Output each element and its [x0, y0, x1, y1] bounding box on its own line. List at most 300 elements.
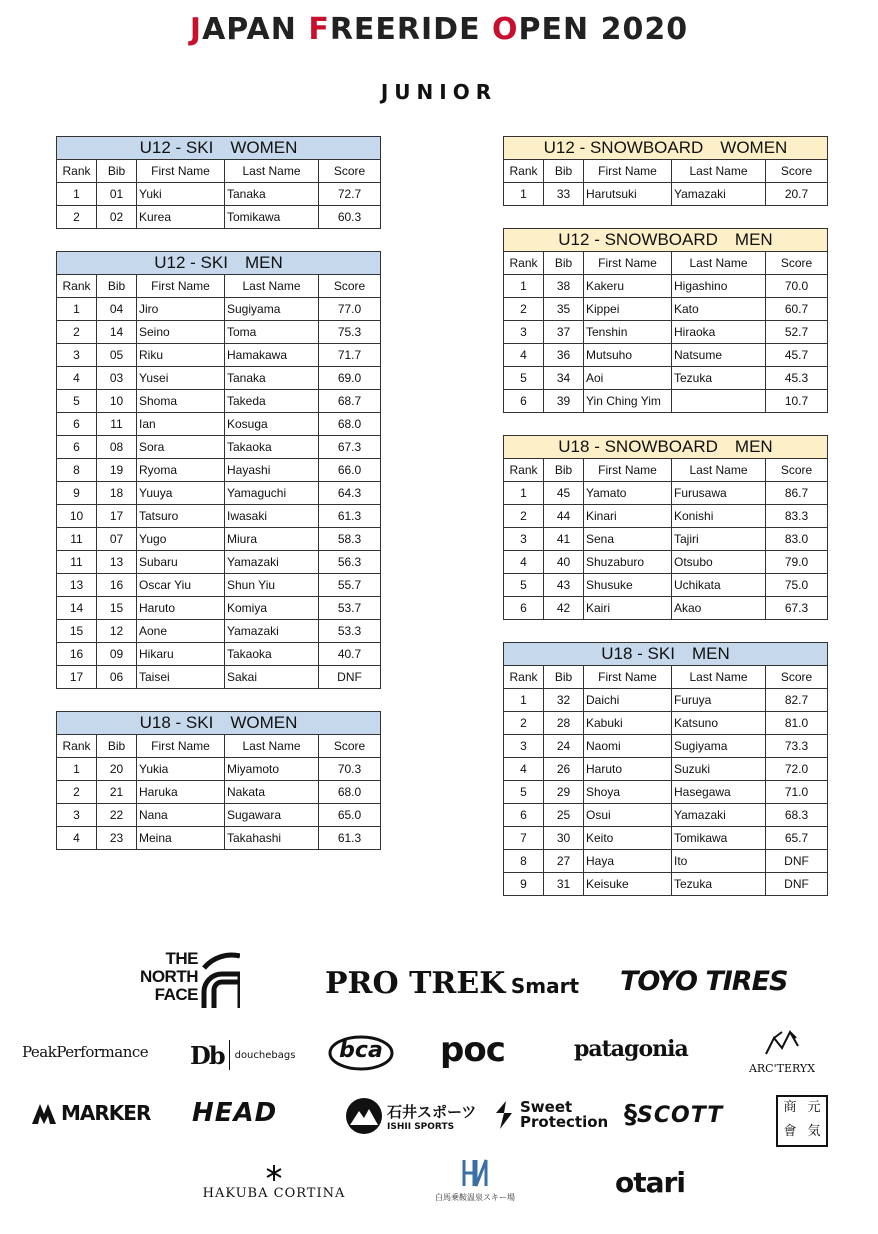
score-cell: 72.7: [319, 183, 381, 206]
douchebags-logo: Db douchebags: [190, 1040, 296, 1070]
score-cell: 55.7: [319, 574, 381, 597]
marker-logo: MARKER: [30, 1100, 150, 1126]
first-name-cell: Yusei: [137, 367, 225, 390]
last-name-cell: Takaoka: [225, 436, 319, 459]
table-row: [57, 459, 381, 482]
bib-cell: 35: [544, 298, 584, 321]
toyo-tires-logo: TOYO TIRES: [620, 966, 788, 997]
last-name-cell: Hiraoka: [672, 321, 766, 344]
rank-cell: 6: [57, 436, 97, 459]
last-name-cell: Hayashi: [225, 459, 319, 482]
last-name-cell: Hasegawa: [672, 781, 766, 804]
table-u18-snowboard-men: [503, 435, 828, 620]
rank-cell: 17: [57, 666, 97, 689]
last-name-cell: Miura: [225, 528, 319, 551]
score-cell: 68.3: [766, 804, 828, 827]
first-name-cell: Yuuya: [137, 482, 225, 505]
hn-mark-icon: [460, 1158, 490, 1188]
rank-cell: 11: [57, 551, 97, 574]
table-row: [57, 643, 381, 666]
score-cell: DNF: [319, 666, 381, 689]
rank-cell: 11: [57, 528, 97, 551]
last-name-cell: Tomikawa: [672, 827, 766, 850]
bib-cell: 33: [544, 183, 584, 206]
first-name-cell: Kabuki: [584, 712, 672, 735]
rank-cell: 4: [504, 758, 544, 781]
table-row: [504, 758, 828, 781]
score-cell: 58.3: [319, 528, 381, 551]
first-name-cell: Keito: [584, 827, 672, 850]
score-cell: 61.3: [319, 827, 381, 850]
pro-trek-logo: PRO TREK Smart: [325, 966, 580, 1001]
score-cell: 77.0: [319, 298, 381, 321]
rank-cell: 8: [504, 850, 544, 873]
sweet-protection-icon: [492, 1099, 516, 1131]
score-cell: 81.0: [766, 712, 828, 735]
rank-cell: 9: [504, 873, 544, 896]
first-name-cell: Aoi: [584, 367, 672, 390]
first-name-cell: Yin Ching Yim: [584, 390, 672, 413]
header-row: [504, 252, 828, 275]
table-row: [57, 666, 381, 689]
first-name-cell: Yuki: [137, 183, 225, 206]
last-name-cell: Higashino: [672, 275, 766, 298]
last-name-cell: Tomikawa: [225, 206, 319, 229]
column-header-last-name: Last Name: [225, 735, 319, 758]
first-name-cell: Jiro: [137, 298, 225, 321]
column-header-last-name: Last Name: [225, 275, 319, 298]
bib-cell: 13: [97, 551, 137, 574]
bib-cell: 45: [544, 482, 584, 505]
column-header-last-name: Last Name: [672, 459, 766, 482]
header-row: [504, 160, 828, 183]
table-row: [504, 367, 828, 390]
table-row: [57, 781, 381, 804]
last-name-cell: Sugiyama: [225, 298, 319, 321]
bib-cell: 26: [544, 758, 584, 781]
first-name-cell: Kinari: [584, 505, 672, 528]
table-row: [504, 597, 828, 620]
last-name-cell: Yamazaki: [225, 620, 319, 643]
last-name-cell: Kato: [672, 298, 766, 321]
table-row: [57, 482, 381, 505]
header-row: [57, 735, 381, 758]
ishii-sports-logo: 石井スポーツ ISHII SPORTS: [345, 1097, 476, 1135]
last-name-cell: Kosuga: [225, 413, 319, 436]
last-name-cell: Akao: [672, 597, 766, 620]
first-name-cell: Kakeru: [584, 275, 672, 298]
last-name-cell: Shun Yiu: [225, 574, 319, 597]
last-name-cell: Uchikata: [672, 574, 766, 597]
table-row: [504, 781, 828, 804]
first-name-cell: Aone: [137, 620, 225, 643]
rank-cell: 6: [504, 597, 544, 620]
bib-cell: 04: [97, 298, 137, 321]
first-name-cell: Mutsuho: [584, 344, 672, 367]
bib-cell: 21: [97, 781, 137, 804]
otari-logo: otari: [615, 1166, 685, 1199]
first-name-cell: Kurea: [137, 206, 225, 229]
shogen-logo: 商 元 會 気: [776, 1095, 828, 1147]
rank-cell: 6: [504, 804, 544, 827]
last-name-cell: Tanaka: [225, 367, 319, 390]
table-u12-snowboard-men: [503, 228, 828, 413]
table-row: [57, 344, 381, 367]
column-header-rank: Rank: [57, 735, 97, 758]
rank-cell: 1: [57, 758, 97, 781]
column-header-score: Score: [319, 735, 381, 758]
table-row: [57, 505, 381, 528]
header-row: [504, 459, 828, 482]
score-cell: 60.3: [319, 206, 381, 229]
table-row: [504, 827, 828, 850]
bib-cell: 23: [97, 827, 137, 850]
last-name-cell: Sugiyama: [672, 735, 766, 758]
rank-cell: 5: [57, 390, 97, 413]
last-name-cell: Nakata: [225, 781, 319, 804]
bib-cell: 18: [97, 482, 137, 505]
table-title: U18 - SNOWBOARD MEN: [503, 435, 828, 458]
last-name-cell: Yamazaki: [672, 804, 766, 827]
column-header-first-name: First Name: [137, 160, 225, 183]
table-row: [57, 758, 381, 781]
bib-cell: 27: [544, 850, 584, 873]
last-name-cell: Miyamoto: [225, 758, 319, 781]
score-cell: 40.7: [319, 643, 381, 666]
score-cell: 52.7: [766, 321, 828, 344]
column-header-rank: Rank: [504, 666, 544, 689]
rank-cell: 2: [504, 298, 544, 321]
first-name-cell: Yugo: [137, 528, 225, 551]
table-row: [57, 183, 381, 206]
score-cell: 70.0: [766, 275, 828, 298]
hakuba-norikura-logo: 白馬乗鞍温泉スキー場: [425, 1158, 525, 1203]
rank-cell: 1: [504, 183, 544, 206]
rank-cell: 2: [57, 781, 97, 804]
bib-cell: 29: [544, 781, 584, 804]
bib-cell: 16: [97, 574, 137, 597]
table-row: [57, 597, 381, 620]
table-title: U12 - SNOWBOARD WOMEN: [503, 136, 828, 159]
last-name-cell: Ito: [672, 850, 766, 873]
column-header-first-name: First Name: [137, 275, 225, 298]
bib-cell: 02: [97, 206, 137, 229]
last-name-cell: Yamazaki: [672, 183, 766, 206]
first-name-cell: Daichi: [584, 689, 672, 712]
last-name-cell: Tezuka: [672, 367, 766, 390]
score-cell: 65.0: [319, 804, 381, 827]
first-name-cell: Yukia: [137, 758, 225, 781]
last-name-cell: Otsubo: [672, 551, 766, 574]
table-row: [504, 689, 828, 712]
first-name-cell: Taisei: [137, 666, 225, 689]
table-title: U12 - SKI WOMEN: [56, 136, 381, 159]
last-name-cell: Sakai: [225, 666, 319, 689]
poc-logo: poc: [440, 1030, 505, 1070]
table-row: [504, 344, 828, 367]
score-cell: 67.3: [766, 597, 828, 620]
last-name-cell: Suzuki: [672, 758, 766, 781]
table-u12-ski-women: [56, 136, 381, 229]
bib-cell: 39: [544, 390, 584, 413]
bib-cell: 31: [544, 873, 584, 896]
first-name-cell: Haruka: [137, 781, 225, 804]
bib-cell: 30: [544, 827, 584, 850]
score-cell: DNF: [766, 873, 828, 896]
first-name-cell: Tatsuro: [137, 505, 225, 528]
column-header-last-name: Last Name: [672, 252, 766, 275]
rank-cell: 3: [57, 804, 97, 827]
table-title: U12 - SKI MEN: [56, 251, 381, 274]
rank-cell: 5: [504, 781, 544, 804]
bib-cell: 44: [544, 505, 584, 528]
score-cell: 72.0: [766, 758, 828, 781]
bib-cell: 40: [544, 551, 584, 574]
score-cell: 65.7: [766, 827, 828, 850]
table-row: [504, 873, 828, 896]
table-row: [57, 390, 381, 413]
last-name-cell: Katsuno: [672, 712, 766, 735]
rank-cell: 6: [57, 413, 97, 436]
bib-cell: 25: [544, 804, 584, 827]
first-name-cell: Shoma: [137, 390, 225, 413]
sweet-protection-logo: Sweet Protection: [492, 1099, 608, 1131]
column-header-bib: Bib: [544, 252, 584, 275]
bib-cell: 10: [97, 390, 137, 413]
rank-cell: 13: [57, 574, 97, 597]
rank-cell: 2: [504, 712, 544, 735]
first-name-cell: Kairi: [584, 597, 672, 620]
first-name-cell: Shoya: [584, 781, 672, 804]
patagonia-logo: patagonia: [574, 1036, 688, 1062]
score-cell: 60.7: [766, 298, 828, 321]
score-cell: 66.0: [319, 459, 381, 482]
last-name-cell: Furuya: [672, 689, 766, 712]
table-row: [57, 620, 381, 643]
score-cell: 53.7: [319, 597, 381, 620]
column-header-score: Score: [766, 666, 828, 689]
table-row: [57, 413, 381, 436]
first-name-cell: Shusuke: [584, 574, 672, 597]
score-cell: 70.3: [319, 758, 381, 781]
bib-cell: 08: [97, 436, 137, 459]
rank-cell: 3: [57, 344, 97, 367]
score-cell: 86.7: [766, 482, 828, 505]
table-row: [504, 298, 828, 321]
score-cell: 61.3: [319, 505, 381, 528]
bib-cell: 12: [97, 620, 137, 643]
rank-cell: 5: [504, 367, 544, 390]
table-row: [504, 183, 828, 206]
column-header-score: Score: [319, 275, 381, 298]
bib-cell: 22: [97, 804, 137, 827]
bib-cell: 32: [544, 689, 584, 712]
bib-cell: 24: [544, 735, 584, 758]
table-u18-ski-women: [56, 711, 381, 850]
column-header-bib: Bib: [97, 735, 137, 758]
column-header-first-name: First Name: [584, 252, 672, 275]
first-name-cell: Kippei: [584, 298, 672, 321]
rank-cell: 1: [57, 183, 97, 206]
first-name-cell: Riku: [137, 344, 225, 367]
bib-cell: 34: [544, 367, 584, 390]
score-cell: 75.0: [766, 574, 828, 597]
table-title: U18 - SKI WOMEN: [56, 711, 381, 734]
table-row: [504, 390, 828, 413]
bib-cell: 28: [544, 712, 584, 735]
first-name-cell: Haruto: [584, 758, 672, 781]
score-cell: 68.0: [319, 413, 381, 436]
the-north-face-logo: THE NORTH FACE: [116, 950, 240, 1010]
rank-cell: 2: [57, 321, 97, 344]
score-cell: 83.0: [766, 528, 828, 551]
bib-cell: 15: [97, 597, 137, 620]
score-cell: 79.0: [766, 551, 828, 574]
rank-cell: 4: [504, 551, 544, 574]
column-header-bib: Bib: [97, 275, 137, 298]
column-header-bib: Bib: [544, 160, 584, 183]
rank-cell: 1: [504, 275, 544, 298]
scott-s-icon: §: [624, 1100, 637, 1130]
table-u18-ski-men: [503, 642, 828, 896]
table-row: [504, 275, 828, 298]
column-header-first-name: First Name: [584, 459, 672, 482]
rank-cell: 1: [504, 689, 544, 712]
last-name-cell: Toma: [225, 321, 319, 344]
rank-cell: 9: [57, 482, 97, 505]
first-name-cell: Haya: [584, 850, 672, 873]
table-row: [504, 850, 828, 873]
last-name-cell: Iwasaki: [225, 505, 319, 528]
first-name-cell: Sena: [584, 528, 672, 551]
table-row: [504, 712, 828, 735]
table-row: [57, 206, 381, 229]
header-row: [57, 275, 381, 298]
score-cell: DNF: [766, 850, 828, 873]
last-name-cell: Furusawa: [672, 482, 766, 505]
score-cell: 45.7: [766, 344, 828, 367]
rank-cell: 7: [504, 827, 544, 850]
bib-cell: 07: [97, 528, 137, 551]
first-name-cell: Oscar Yiu: [137, 574, 225, 597]
table-row: [504, 804, 828, 827]
table-row: [57, 804, 381, 827]
rank-cell: 16: [57, 643, 97, 666]
last-name-cell: Takahashi: [225, 827, 319, 850]
bib-cell: 11: [97, 413, 137, 436]
table-row: [504, 574, 828, 597]
column-header-rank: Rank: [57, 160, 97, 183]
first-name-cell: Osui: [584, 804, 672, 827]
rank-cell: 5: [504, 574, 544, 597]
table-row: [504, 528, 828, 551]
rank-cell: 6: [504, 390, 544, 413]
score-cell: 71.0: [766, 781, 828, 804]
last-name-cell: Sugawara: [225, 804, 319, 827]
rank-cell: 2: [57, 206, 97, 229]
first-name-cell: Sora: [137, 436, 225, 459]
north-face-dome-icon: [200, 952, 240, 1008]
bib-cell: 37: [544, 321, 584, 344]
rank-cell: 8: [57, 459, 97, 482]
table-row: [504, 735, 828, 758]
last-name-cell: Takeda: [225, 390, 319, 413]
first-name-cell: Seino: [137, 321, 225, 344]
table-row: [504, 505, 828, 528]
last-name-cell: Konishi: [672, 505, 766, 528]
bib-cell: 06: [97, 666, 137, 689]
table-row: [504, 551, 828, 574]
bib-cell: 05: [97, 344, 137, 367]
score-cell: 68.7: [319, 390, 381, 413]
category-title: JUNIOR: [380, 80, 498, 104]
score-cell: 82.7: [766, 689, 828, 712]
column-header-first-name: First Name: [137, 735, 225, 758]
last-name-cell: Yamaguchi: [225, 482, 319, 505]
last-name-cell: Tezuka: [672, 873, 766, 896]
column-header-last-name: Last Name: [672, 160, 766, 183]
bib-cell: 20: [97, 758, 137, 781]
rank-cell: 14: [57, 597, 97, 620]
peak-performance-logo: PeakPerformance: [22, 1043, 149, 1061]
column-header-first-name: First Name: [584, 160, 672, 183]
last-name-cell: Hamakawa: [225, 344, 319, 367]
last-name-cell: Tanaka: [225, 183, 319, 206]
table-u12-snowboard-women: [503, 136, 828, 206]
column-header-bib: Bib: [544, 459, 584, 482]
column-header-score: Score: [766, 252, 828, 275]
first-name-cell: Nana: [137, 804, 225, 827]
bib-cell: 09: [97, 643, 137, 666]
score-cell: 69.0: [319, 367, 381, 390]
column-header-first-name: First Name: [584, 666, 672, 689]
column-header-score: Score: [319, 160, 381, 183]
head-logo: HEAD: [192, 1098, 278, 1128]
score-cell: 73.3: [766, 735, 828, 758]
score-cell: 71.7: [319, 344, 381, 367]
first-name-cell: Shuzaburo: [584, 551, 672, 574]
score-cell: 45.3: [766, 367, 828, 390]
bib-cell: 01: [97, 183, 137, 206]
rank-cell: 4: [57, 367, 97, 390]
rank-cell: 3: [504, 735, 544, 758]
column-header-score: Score: [766, 160, 828, 183]
column-header-rank: Rank: [504, 459, 544, 482]
score-cell: 67.3: [319, 436, 381, 459]
column-header-rank: Rank: [504, 160, 544, 183]
last-name-cell: Natsume: [672, 344, 766, 367]
snowflake-icon: [265, 1164, 283, 1182]
first-name-cell: Hikaru: [137, 643, 225, 666]
rank-cell: 3: [504, 528, 544, 551]
hakuba-cortina-logo: HAKUBA CORTINA: [196, 1164, 352, 1201]
rank-cell: 4: [57, 827, 97, 850]
table-title: U12 - SNOWBOARD MEN: [503, 228, 828, 251]
score-cell: 10.7: [766, 390, 828, 413]
first-name-cell: Keisuke: [584, 873, 672, 896]
first-name-cell: Yamato: [584, 482, 672, 505]
table-row: [57, 827, 381, 850]
table-title: U18 - SKI MEN: [503, 642, 828, 665]
column-header-last-name: Last Name: [672, 666, 766, 689]
arcteryx-logo: ARC'TERYX: [744, 1028, 820, 1075]
last-name-cell: Tajiri: [672, 528, 766, 551]
table-row: [57, 321, 381, 344]
header-row: [504, 666, 828, 689]
first-name-cell: Meina: [137, 827, 225, 850]
bib-cell: 36: [544, 344, 584, 367]
table-row: [57, 436, 381, 459]
